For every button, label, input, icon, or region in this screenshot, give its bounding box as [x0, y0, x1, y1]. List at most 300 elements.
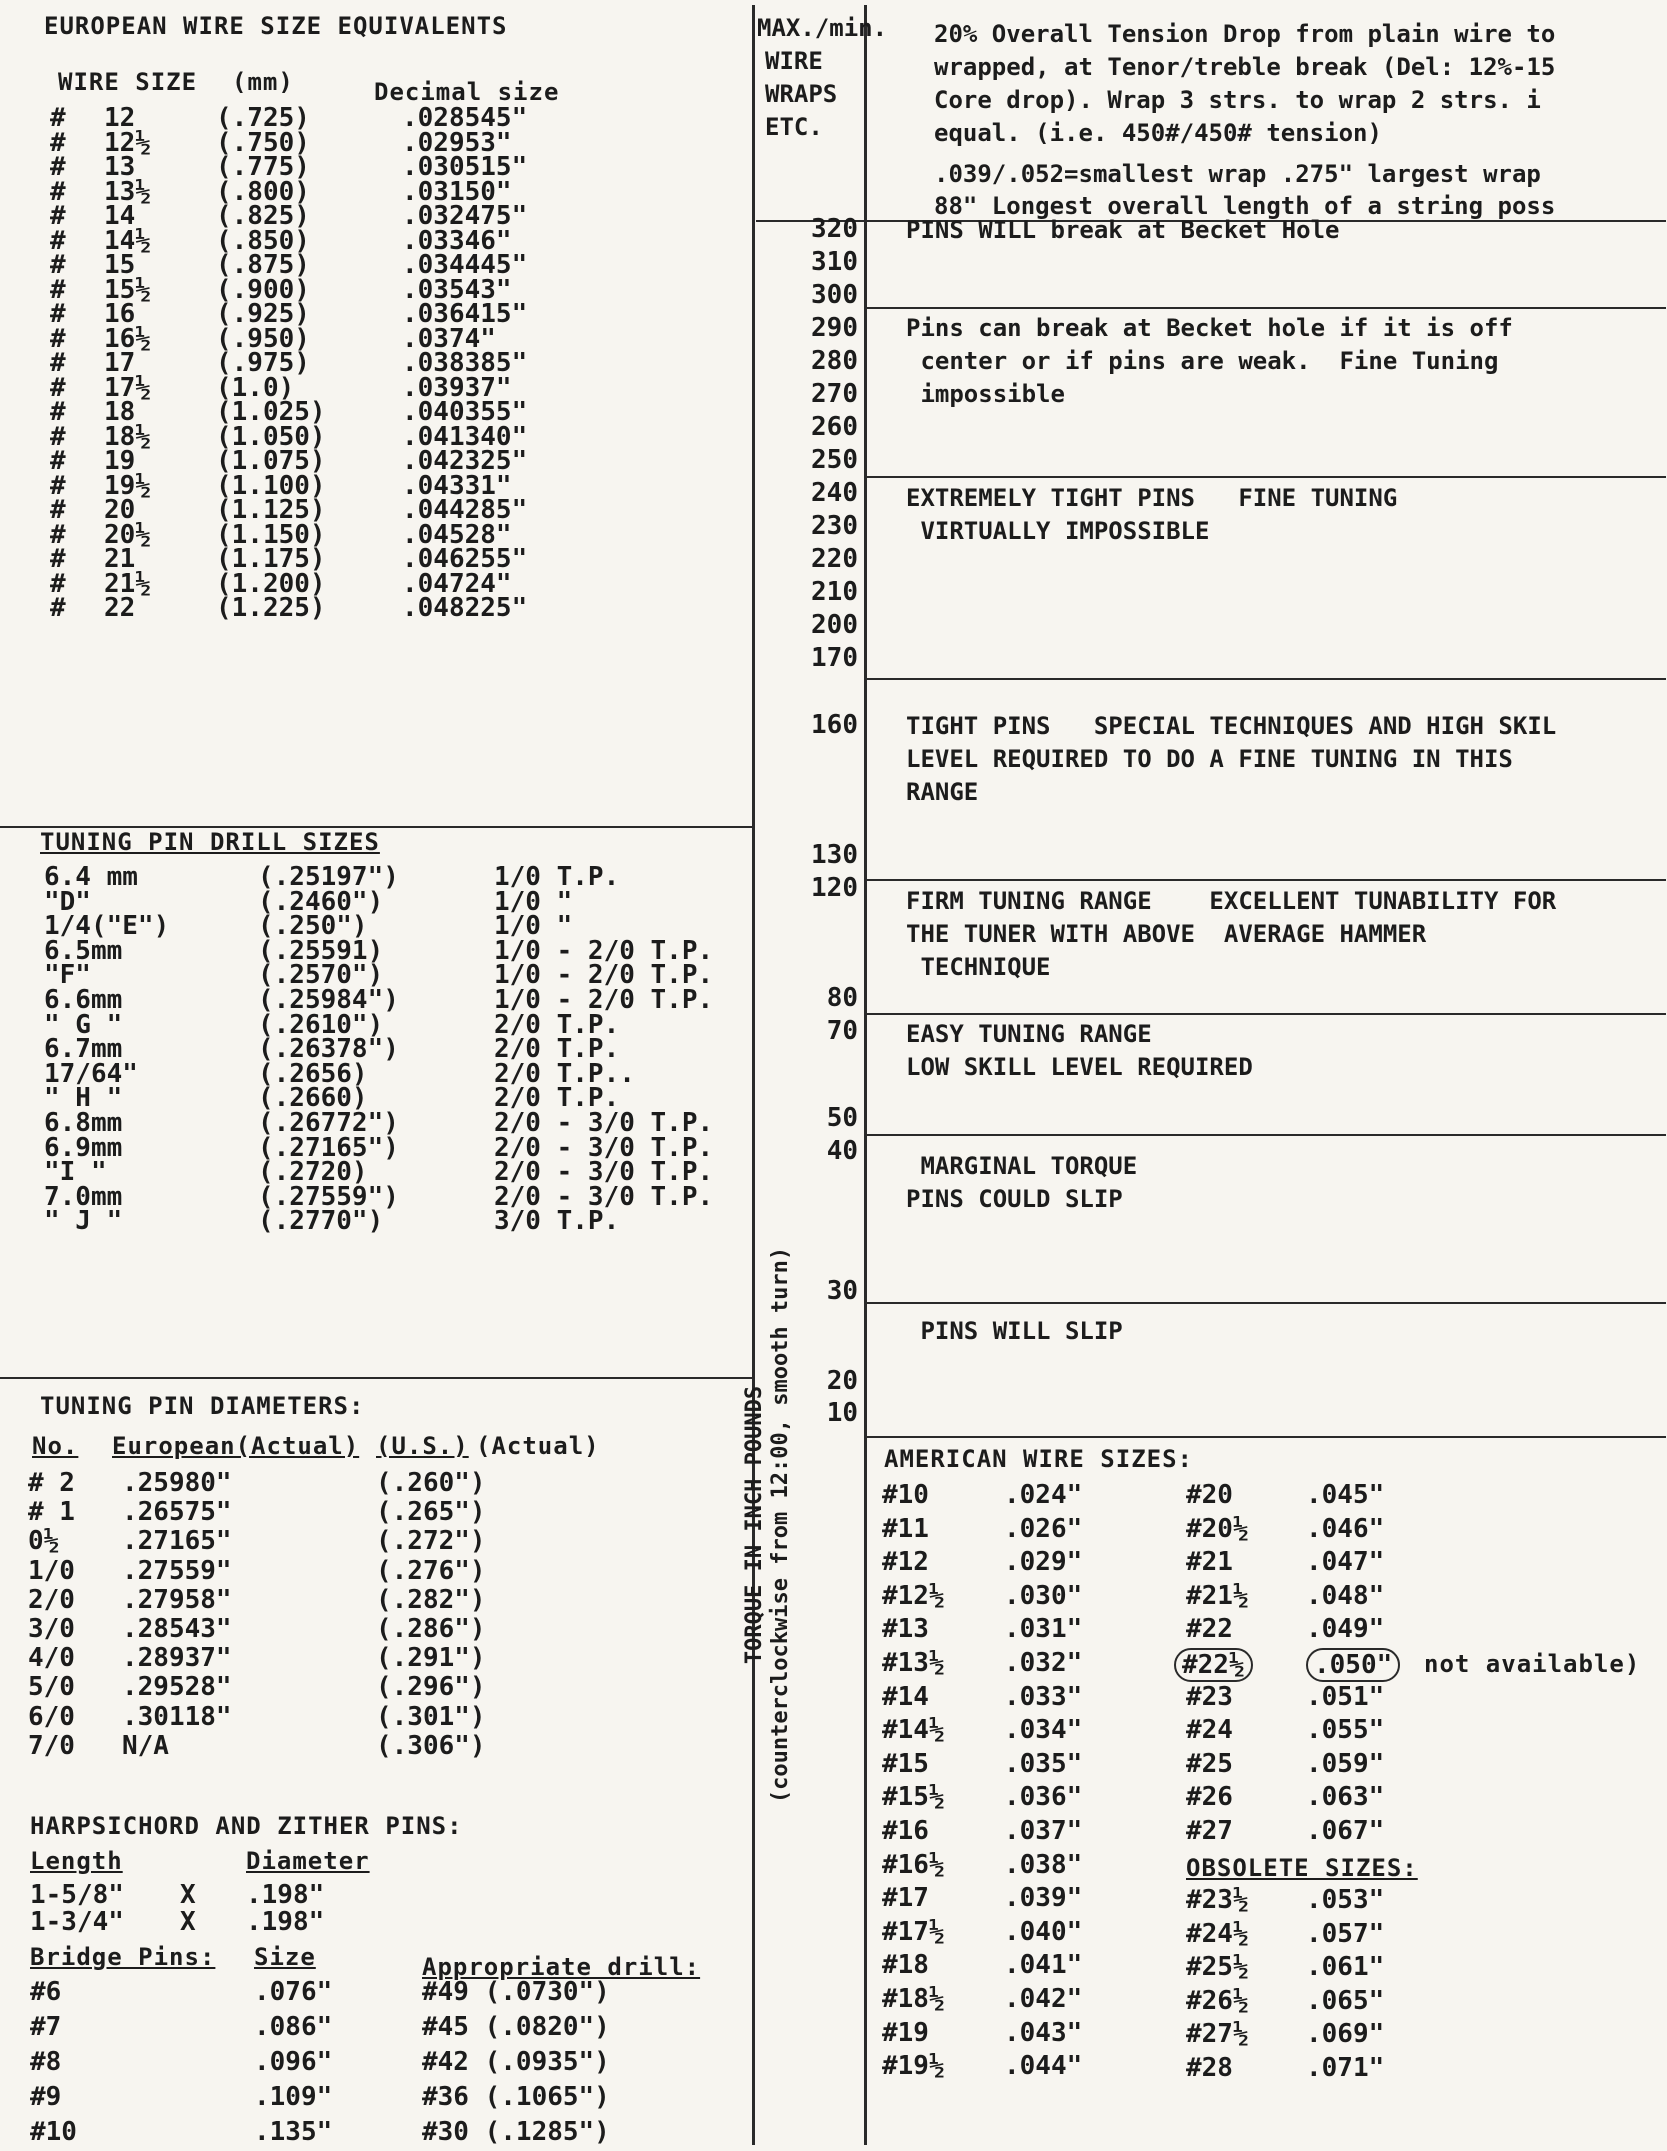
euro-row-cell: 19 — [104, 446, 136, 476]
diam-actual-header: (Actual) — [476, 1432, 600, 1460]
diameter-row-cell: 7/0 — [28, 1730, 75, 1761]
american-size: #10 — [882, 1480, 929, 1510]
euro-row-cell: .032475" — [402, 201, 528, 231]
american-decimal: .032" — [1004, 1648, 1083, 1678]
american-size: #16 — [882, 1816, 929, 1846]
american-decimal: .046" — [1306, 1513, 1385, 1544]
obsolete-size: #28 — [1186, 2053, 1233, 2083]
american-decimal: .047" — [1306, 1547, 1385, 1578]
zone-text-line: PINS COULD SLIP — [906, 1185, 1123, 1213]
wraps-label-1: MAX./min. — [757, 14, 888, 42]
euro-row-cell: .03543" — [402, 274, 512, 305]
diameter-header: Diameter — [246, 1847, 370, 1875]
american-decimal: .033" — [1004, 1681, 1083, 1712]
drill-row-cell: 6.7mm — [44, 1034, 123, 1065]
zone-line-3 — [866, 476, 1666, 478]
american-decimal: .036" — [1004, 1782, 1083, 1813]
american-decimal: .039" — [1004, 1883, 1083, 1914]
harpsichord-title: HARPSICHORD AND ZITHER PINS: — [30, 1812, 463, 1840]
torque-tick: 130 — [811, 840, 858, 870]
european-title: EUROPEAN WIRE SIZE EQUIVALENTS — [44, 12, 508, 40]
american-decimal: .044" — [1004, 2051, 1083, 2082]
torque-zone-7 — [906, 1150, 1137, 1216]
euro-row-cell: (.775) — [216, 152, 310, 182]
drill-row-cell: 1/0 - 2/0 T.P. — [494, 935, 714, 966]
diameter-row-cell: .27958" — [122, 1584, 232, 1615]
wraps-label-4: ETC. — [765, 113, 823, 141]
drill-row-cell: 2/0 T.P. — [494, 1034, 620, 1065]
bridge-pins-header: Bridge Pins: — [30, 1943, 216, 1971]
euro-row-cell: # — [50, 250, 66, 280]
bridge-row-cell: #10 — [30, 2117, 77, 2147]
diameter-row-cell: (.272") — [376, 1526, 486, 1557]
drill-row-cell: 6.5mm — [44, 935, 123, 966]
diameter-row-cell: 0½ — [28, 1526, 60, 1557]
diameter-row-cell: .27559" — [122, 1555, 232, 1586]
euro-row-cell: (.900) — [216, 274, 310, 305]
wraps-note-line: wrapped, at Tenor/treble break (Del: 12%-15 — [934, 53, 1556, 81]
euro-row-cell: (.875) — [216, 250, 310, 280]
diameter-row-cell: (.282") — [376, 1584, 486, 1615]
euro-row-cell: # — [50, 152, 66, 182]
euro-row-cell: 18½ — [104, 421, 151, 452]
torque-tick: 10 — [826, 1398, 858, 1428]
drill-row-cell: 2/0 - 3/0 T.P. — [494, 1157, 714, 1188]
drill-row-cell: 6.9mm — [44, 1132, 123, 1163]
zone-text-line: LOW SKILL LEVEL REQUIRED — [906, 1053, 1253, 1081]
american-decimal: .059" — [1306, 1748, 1385, 1779]
american-size: #12 — [882, 1547, 929, 1578]
euro-row-cell: 15½ — [104, 274, 151, 305]
diameters-title: TUNING PIN DIAMETERS: — [40, 1392, 365, 1420]
euro-row-cell: 12½ — [104, 127, 151, 158]
drill-row-cell: 1/0 " — [494, 886, 573, 917]
euro-row-cell: # — [50, 470, 66, 501]
drill-row-cell: 1/4("E") — [44, 911, 170, 942]
bridge-row-cell: .096" — [254, 2047, 333, 2077]
euro-row-cell: .03937" — [402, 372, 512, 403]
torque-zone-8 — [906, 1315, 1123, 1348]
bridge-size-header: Size — [254, 1943, 316, 1971]
euro-row-cell: 13½ — [104, 176, 151, 207]
euro-row-cell: .04724" — [402, 568, 512, 599]
drill-row-cell: " G " — [44, 1009, 123, 1040]
euro-row-cell: (.800) — [216, 176, 310, 207]
torque-zone-4 — [906, 710, 1556, 809]
bridge-row-cell: #6 — [30, 1977, 62, 2007]
drill-row-cell: (.250") — [258, 911, 368, 942]
american-size: #11 — [882, 1513, 929, 1544]
bridge-row-cell: #30 (.1285") — [422, 2117, 610, 2147]
euro-row-cell: .046255" — [402, 544, 528, 574]
torque-axis-subtitle: (counterclockwise from 12:00, smooth turn) — [768, 1246, 793, 1804]
euro-row-cell: .04331" — [402, 470, 512, 501]
bridge-row-cell: #45 (.0820") — [422, 2012, 610, 2042]
diameter-row-cell: 1/0 — [28, 1555, 75, 1586]
euro-row-cell: .034445" — [402, 250, 528, 280]
euro-row-cell: 15 — [104, 250, 136, 280]
american-decimal: .026" — [1004, 1513, 1083, 1544]
american-decimal: .031" — [1004, 1614, 1083, 1645]
american-decimal: .037" — [1004, 1816, 1083, 1846]
american-size: #27 — [1186, 1816, 1233, 1846]
euro-row-cell: (1.075) — [216, 446, 326, 476]
american-decimal: .030" — [1004, 1580, 1083, 1611]
american-size: #18½ — [882, 1984, 945, 2014]
american-decimal: .045" — [1306, 1480, 1385, 1510]
drill-row-cell: (.2570") — [258, 960, 384, 991]
euro-row-cell: 14½ — [104, 225, 151, 256]
obsolete-size: #25½ — [1186, 1952, 1249, 1983]
zone-text-line: FIRM TUNING RANGE EXCELLENT TUNABILITY FOR — [906, 887, 1557, 915]
zone-text-line: Pins can break at Becket hole if it is off — [906, 314, 1513, 342]
euro-row-cell: 22 — [104, 593, 136, 623]
harpsichord-row-cell: X — [180, 1907, 196, 1937]
american-size: #25 — [1186, 1748, 1233, 1779]
bridge-row-cell: #49 (.0730") — [422, 1977, 610, 2007]
harpsichord-row-cell: .198" — [246, 1907, 325, 1937]
euro-row-cell: # — [50, 274, 66, 305]
euro-row-cell: .028545" — [402, 103, 528, 133]
euro-row-cell: # — [50, 299, 66, 329]
drill-row-cell: (.25591) — [258, 935, 384, 966]
zone-line-9 — [866, 1436, 1666, 1438]
american-decimal: .051" — [1306, 1681, 1385, 1712]
euro-row-cell: (1.100) — [216, 470, 326, 501]
american-size: #23 — [1186, 1681, 1233, 1712]
euro-row-cell: (1.225) — [216, 593, 326, 623]
length-header: Length — [30, 1847, 123, 1875]
american-size: #21 — [1186, 1547, 1233, 1578]
zone-line-6 — [866, 1013, 1666, 1015]
euro-row-cell: # — [50, 544, 66, 574]
american-size: #13 — [882, 1614, 929, 1645]
wire-size-header: WIRE SIZE — [58, 68, 198, 96]
bridge-row-cell: .109" — [254, 2082, 333, 2112]
torque-zone-1 — [906, 214, 1339, 247]
obsolete-decimal: .065" — [1306, 1985, 1385, 2016]
torque-tick: 30 — [826, 1276, 858, 1306]
drill-row-cell: (.27559") — [258, 1181, 399, 1212]
euro-row-cell: # — [50, 397, 66, 427]
zone-line-5 — [866, 879, 1666, 881]
torque-tick: 230 — [811, 511, 858, 541]
drill-row-cell: 1/0 " — [494, 911, 573, 942]
harpsichord-row-cell: 1-5/8" — [30, 1880, 124, 1910]
harpsichord-row-cell: 1-3/4" — [30, 1907, 124, 1937]
diameter-row-cell: (.276") — [376, 1555, 486, 1586]
bridge-row-cell: #9 — [30, 2082, 62, 2112]
diameter-row-cell: (.291") — [376, 1643, 486, 1674]
american-decimal: .063" — [1306, 1782, 1385, 1813]
zone-line-4 — [866, 678, 1666, 680]
american-size: #16½ — [882, 1849, 945, 1880]
zone-text-line: MARGINAL TORQUE — [906, 1152, 1138, 1180]
diameter-row-cell: .29528" — [122, 1672, 232, 1703]
euro-row-cell: 14 — [104, 201, 136, 231]
torque-tick: 70 — [826, 1016, 858, 1046]
euro-row-cell: (1.150) — [216, 519, 326, 550]
diameter-row-cell: 2/0 — [28, 1584, 75, 1615]
torque-tick: 50 — [826, 1103, 858, 1133]
torque-zone-3 — [906, 482, 1397, 548]
bridge-row-cell: #7 — [30, 2012, 62, 2042]
torque-tick: 200 — [811, 610, 858, 640]
diameter-row-cell: 3/0 — [28, 1614, 75, 1644]
american-size: #15½ — [882, 1782, 945, 1813]
obsolete-size: #23½ — [1186, 1885, 1249, 1915]
american-size: #17 — [882, 1883, 929, 1914]
torque-tick: 220 — [811, 544, 858, 574]
bridge-row-cell: .135" — [254, 2117, 333, 2147]
wraps-label-2: WIRE — [765, 47, 823, 75]
drill-row-cell: 17/64" — [44, 1058, 138, 1089]
drill-row-cell: (.27165") — [258, 1132, 399, 1163]
obsolete-size: #27½ — [1186, 2019, 1249, 2050]
drill-row-cell: 2/0 T.P. — [494, 1009, 620, 1040]
torque-tick: 270 — [811, 379, 858, 409]
drill-row-cell: (.25984") — [258, 985, 399, 1015]
obsolete-decimal: .057" — [1306, 1918, 1385, 1949]
zone-text-line: TIGHT PINS SPECIAL TECHNIQUES AND HIGH SKIL — [906, 712, 1557, 740]
drill-row-cell: (.2660) — [258, 1083, 368, 1114]
american-size: #19½ — [882, 2051, 945, 2082]
zone-line-8 — [866, 1302, 1666, 1304]
euro-row-cell: .040355" — [402, 397, 528, 427]
mm-header: (mm) — [232, 68, 294, 96]
torque-tick: 40 — [826, 1136, 858, 1166]
euro-row-cell: # — [50, 568, 66, 599]
euro-row-cell: # — [50, 495, 66, 525]
diameter-row-cell: .27165" — [122, 1526, 232, 1557]
american-size: #24 — [1186, 1715, 1233, 1746]
diameter-row-cell: 6/0 — [28, 1701, 75, 1732]
torque-tick: 120 — [811, 873, 858, 903]
bridge-row-cell: #36 (.1065") — [422, 2082, 610, 2112]
drill-row-cell: 6.8mm — [44, 1108, 123, 1138]
torque-tick: 300 — [811, 280, 858, 310]
american-decimal: .042" — [1004, 1984, 1083, 2014]
euro-row-cell: .038385" — [402, 348, 528, 378]
american-decimal: .041" — [1004, 1950, 1083, 1981]
euro-row-cell: .042325" — [402, 446, 528, 476]
bridge-row-cell: #8 — [30, 2047, 62, 2077]
euro-row-cell: .04528" — [402, 519, 512, 550]
diameter-row-cell: (.301") — [376, 1701, 486, 1732]
drill-row-cell: 2/0 - 3/0 T.P. — [494, 1108, 714, 1138]
zone-text-line: PINS WILL SLIP — [906, 1317, 1123, 1345]
euro-row-cell: 17 — [104, 348, 136, 378]
diam-euro-header: European(Actual) — [112, 1432, 360, 1460]
american-decimal: .067" — [1306, 1816, 1385, 1846]
euro-row-cell: .03346" — [402, 225, 512, 256]
torque-tick: 250 — [811, 445, 858, 475]
euro-row-cell: .044285" — [402, 495, 528, 525]
euro-row-cell: 18 — [104, 397, 136, 427]
american-decimal: .048" — [1306, 1580, 1385, 1611]
drill-row-cell: 2/0 - 3/0 T.P. — [494, 1181, 714, 1212]
american-size: #14 — [882, 1681, 929, 1712]
drill-row-cell: (.2460") — [258, 886, 384, 917]
euro-row-cell: .041340" — [402, 421, 528, 452]
obsolete-size: #24½ — [1186, 1918, 1249, 1949]
left-divider-2 — [0, 1377, 752, 1379]
drill-row-cell: (.26378") — [258, 1034, 399, 1065]
euro-row-cell: (.925) — [216, 299, 310, 329]
zone-line-2 — [866, 307, 1666, 309]
drill-row-cell: 2/0 T.P. — [494, 1083, 620, 1114]
euro-row-cell: (.750) — [216, 127, 310, 158]
torque-zone-2 — [906, 312, 1513, 411]
euro-row-cell: (.825) — [216, 201, 310, 231]
euro-row-cell: # — [50, 372, 66, 403]
obsolete-decimal: .061" — [1306, 1952, 1385, 1983]
euro-row-cell: (1.200) — [216, 568, 326, 599]
bridge-row-cell: #42 (.0935") — [422, 2047, 610, 2077]
euro-row-cell: 20 — [104, 495, 136, 525]
diameter-row-cell: # 2 — [28, 1468, 75, 1498]
american-decimal: .049" — [1306, 1614, 1385, 1645]
diameter-row-cell: .28543" — [122, 1614, 232, 1644]
euro-row-cell: # — [50, 103, 66, 133]
american-decimal: .043" — [1004, 2017, 1083, 2048]
diameter-row-cell: 4/0 — [28, 1643, 75, 1674]
euro-row-cell: 17½ — [104, 372, 151, 403]
drill-row-cell: " H " — [44, 1083, 123, 1114]
drill-row-cell: 2/0 - 3/0 T.P. — [494, 1132, 714, 1163]
torque-axis-title: TORQUE IN INCH POUNDS — [742, 1385, 767, 1665]
obsolete-title: OBSOLETE SIZES: — [1186, 1854, 1418, 1882]
euro-row-cell: .03150" — [402, 176, 512, 207]
torque-tick: 160 — [811, 710, 858, 740]
euro-row-cell: .02953" — [402, 127, 512, 158]
drill-row-cell: (.2720) — [258, 1157, 368, 1188]
bridge-row-cell: .086" — [254, 2012, 333, 2042]
euro-row-cell: 13 — [104, 152, 136, 182]
euro-row-cell: 19½ — [104, 470, 151, 501]
torque-tick: 20 — [826, 1366, 858, 1396]
torque-tick: 210 — [811, 577, 858, 607]
euro-row-cell: # — [50, 421, 66, 452]
euro-row-cell: (.725) — [216, 103, 310, 133]
euro-row-cell: 21 — [104, 544, 136, 574]
american-size: #17½ — [882, 1916, 945, 1947]
wraps-label-3: WRAPS — [765, 80, 838, 108]
zone-text-line: EXTREMELY TIGHT PINS FINE TUNING — [906, 484, 1398, 512]
american-size: #13½ — [882, 1648, 945, 1678]
drill-row-cell: (.2656) — [258, 1058, 368, 1089]
drill-row-cell: 3/0 T.P. — [494, 1206, 620, 1237]
euro-row-cell: (1.125) — [216, 495, 326, 525]
torque-tick: 170 — [811, 643, 858, 673]
bridge-drill-header: Appropriate drill: — [422, 1953, 701, 1981]
zone-text-line: TECHNIQUE — [906, 953, 1051, 981]
scale-divider — [864, 5, 867, 2145]
zone-text-line: LEVEL REQUIRED TO DO A FINE TUNING IN THIS — [906, 745, 1513, 773]
zone-text-line: EASY TUNING RANGE — [906, 1020, 1152, 1048]
american-decimal: .038" — [1004, 1849, 1083, 1880]
drill-title: TUNING PIN DRILL SIZES — [40, 828, 380, 856]
euro-row-cell: .030515" — [402, 152, 528, 182]
drill-row-cell: 2/0 T.P.. — [494, 1058, 635, 1089]
euro-row-cell: 16 — [104, 299, 136, 329]
zone-text-line: THE TUNER WITH ABOVE AVERAGE HAMMER — [906, 920, 1427, 948]
torque-zone-5 — [906, 885, 1556, 984]
torque-axis-label — [742, 1247, 794, 1803]
american-size: #18 — [882, 1950, 929, 1981]
obsolete-decimal: .069" — [1306, 2019, 1385, 2050]
euro-row-cell: (.950) — [216, 323, 310, 354]
torque-tick: 80 — [826, 983, 858, 1013]
torque-zone-6 — [906, 1018, 1253, 1084]
harpsichord-row-cell: .198" — [246, 1880, 325, 1910]
drill-row-cell: "D" — [44, 886, 91, 917]
obsolete-decimal: .053" — [1306, 1885, 1385, 1915]
euro-row-cell: 21½ — [104, 568, 151, 599]
obsolete-decimal: .071" — [1306, 2053, 1385, 2083]
american-decimal: .055" — [1306, 1715, 1385, 1746]
diameter-row-cell: (.286") — [376, 1614, 486, 1644]
drill-row-cell: 6.6mm — [44, 985, 123, 1015]
american-decimal: .034" — [1004, 1715, 1083, 1746]
euro-row-cell: (1.050) — [216, 421, 326, 452]
diam-us-header: (U.S.) — [376, 1432, 469, 1460]
american-size: #12½ — [882, 1580, 945, 1611]
wraps-note-line: 88" Longest overall length of a string poss — [934, 192, 1556, 220]
zone-text-line: PINS WILL break at Becket Hole — [906, 216, 1340, 244]
euro-row-cell: # — [50, 127, 66, 158]
drill-row-cell: (.2770") — [258, 1206, 384, 1237]
euro-row-cell: # — [50, 446, 66, 476]
drill-row-cell: (.26772") — [258, 1108, 399, 1138]
euro-row-cell: # — [50, 593, 66, 623]
wraps-note-line: Core drop). Wrap 3 strs. to wrap 2 strs. i — [934, 86, 1541, 114]
euro-row-cell: (1.175) — [216, 544, 326, 574]
drill-row-cell: " J " — [44, 1206, 123, 1237]
american-size: #14½ — [882, 1715, 945, 1746]
american-size: #20 — [1186, 1480, 1233, 1510]
euro-row-cell: # — [50, 225, 66, 256]
zone-text-line: VIRTUALLY IMPOSSIBLE — [906, 517, 1210, 545]
torque-tick: 290 — [811, 313, 858, 343]
american-decimal: .050" — [1306, 1648, 1400, 1682]
euro-row-cell: # — [50, 323, 66, 354]
center-divider — [752, 5, 755, 2145]
drill-row-cell: (.2610") — [258, 1009, 384, 1040]
zone-text-line: center or if pins are weak. Fine Tuning — [906, 347, 1499, 375]
diameter-row-cell: .25980" — [122, 1468, 232, 1498]
bridge-row-cell: .076" — [254, 1977, 333, 2007]
american-size: #26 — [1186, 1782, 1233, 1813]
diam-no-header: No. — [32, 1432, 79, 1460]
american-size: #15 — [882, 1748, 929, 1779]
zone-line-7 — [866, 1134, 1666, 1136]
euro-row-cell: .0374" — [402, 323, 496, 354]
american-size: #19 — [882, 2017, 929, 2048]
zone-text-line: impossible — [906, 380, 1065, 408]
wraps-note-line: equal. (i.e. 450#/450# tension) — [934, 119, 1382, 147]
obsolete-size: #26½ — [1186, 1985, 1249, 2016]
torque-tick: 260 — [811, 412, 858, 442]
diameter-row-cell: (.296") — [376, 1672, 486, 1703]
diameter-row-cell: (.260") — [376, 1468, 486, 1498]
euro-row-cell: .048225" — [402, 593, 528, 623]
euro-row-cell: 20½ — [104, 519, 151, 550]
torque-tick: 280 — [811, 346, 858, 376]
drill-row-cell: 7.0mm — [44, 1181, 123, 1212]
euro-row-cell: # — [50, 201, 66, 231]
american-size: #22½ — [1174, 1648, 1253, 1682]
